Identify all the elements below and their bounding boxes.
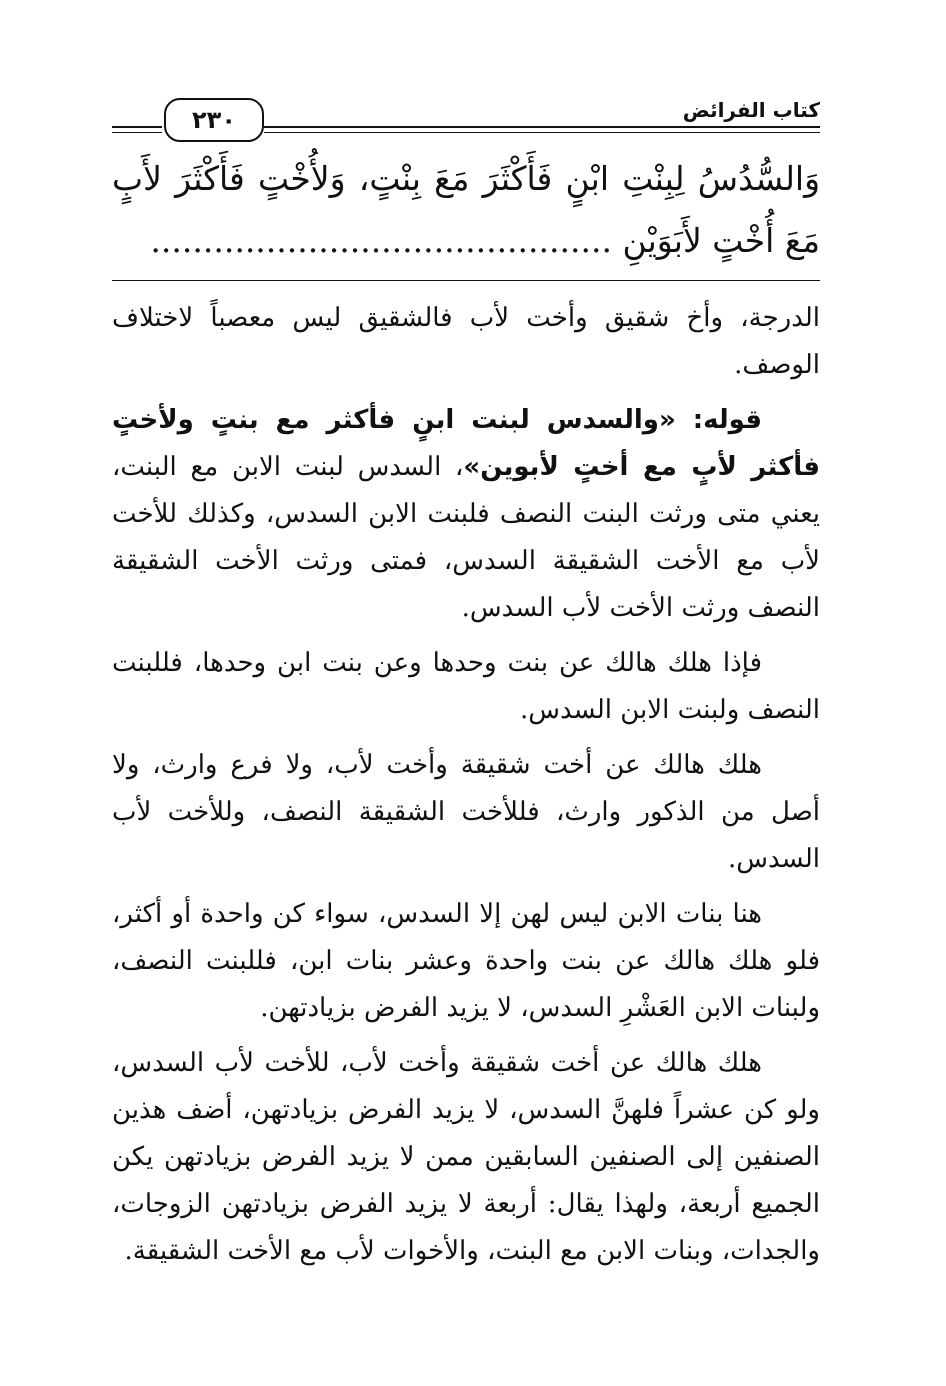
paragraph-2-rest: ، السدس لبنت الابن مع البنت، يعني متى ورثت البنت النصف فلبنت الابن السدس، وكذلك للأخت لأب مع الأخت الشقيقة السدس، فمتى ورثت الأخت الشقيقة النصف ورثت الأخت لأب السدس. [112,452,820,623]
header-rule-thin [264,132,820,133]
header-rule-left-thin [112,132,162,133]
paragraph-4: هلك هالك عن أخت شقيقة وأخت لأب، ولا فرع وارث، ولا أصل من الذكور وارث، فللأخت الشقيقة النصف، وللأخت لأب السدس. [112,750,820,874]
header-rule-left [112,126,162,128]
header-rule [264,126,820,128]
page-header [112,92,820,148]
book-title: كتاب الفرائض [682,98,820,122]
paragraph-2 [112,397,820,632]
paragraph-3: فإذا هلك هالك عن بنت وحدها وعن بنت ابن وحدها، فللبنت النصف ولبنت الابن السدس. [112,648,820,725]
matn-separator [112,280,820,281]
matn-text: وَالسُّدُسُ لِبِنْتِ ابْنٍ فَأَكْثَرَ مَعَ بِنْتٍ، وَلأُخْتٍ فَأَكْثَرَ لأَبٍ مَعَ أُخْتٍ لأَبَوَيْنِ ............................................ [112,159,820,260]
paragraph-5: هنا بنات الابن ليس لهن إلا السدس، سواء كن واحدة أو أكثر، فلو هلك هالك عن بنت واحدة وعشر بنات ابن، فللبنت النصف، ولبنات الابن العَشْرِ السدس، لا يزيد الفرض بزيادتهن. [112,899,820,1023]
page-number [164,98,264,142]
paragraph-6: هلك هالك عن أخت شقيقة وأخت لأب، للأخت لأب السدس، ولو كن عشراً فلهنَّ السدس، لا يزيد الفرض بزيادتهن، أضف هذين الصنفين إلى الصنفين السابقين ممن لا يزيد الفرض بزيادتهن يكن الجميع أربعة، ولهذا يقال: أربعة لا يزيد الفرض بزيادتهن الزوجات، والجدات، وبنات الابن مع البنت، والأخوات لأب مع الأخت الشقيقة. [112,1048,820,1266]
book-page [112,92,820,1283]
page-number-text: ٢٣٠ [192,106,236,134]
paragraph-1: الدرجة، وأخ شقيق وأخت لأب فالشقيق ليس معصباً لاختلاف الوصف. [112,303,820,380]
quoted-matn-lead: قوله: «والسدس لبنت ابنٍ فأكثر مع بنتٍ ولأختٍ فأكثر لأبٍ مع أختٍ لأبوين» [112,405,821,482]
